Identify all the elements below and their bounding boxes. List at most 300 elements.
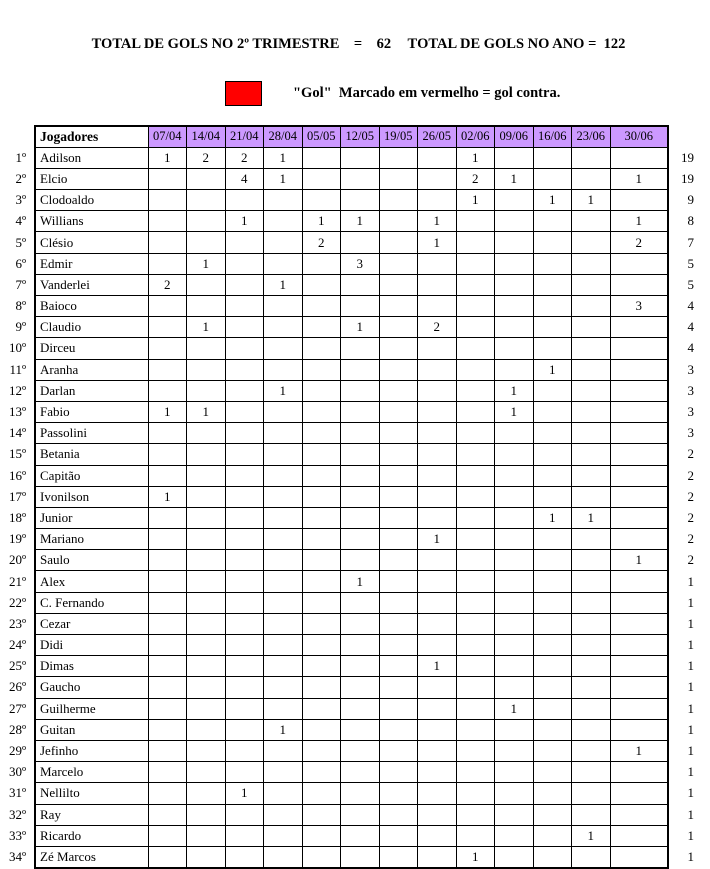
- goal-cell: [533, 253, 572, 274]
- goal-cell: [610, 635, 668, 656]
- goal-cell: [264, 783, 303, 804]
- goal-cell: [533, 147, 572, 168]
- goal-cell: [418, 550, 457, 571]
- goal-cell: [187, 211, 226, 232]
- goal-cell: [187, 507, 226, 528]
- total-goals: 4: [687, 319, 694, 335]
- total-goals: 5: [687, 276, 694, 292]
- goal-cell: [456, 825, 495, 846]
- goal-cell: [495, 762, 534, 783]
- goal-cell: [187, 656, 226, 677]
- goal-cell: [148, 613, 187, 634]
- table-row: [8, 465, 698, 486]
- goal-cell: [225, 719, 264, 740]
- goal-cell: [379, 656, 418, 677]
- goal-cell: [148, 762, 187, 783]
- goal-cell: 3: [341, 253, 380, 274]
- goal-cell: [610, 613, 668, 634]
- table-row: [8, 529, 698, 550]
- goal-cell: [379, 444, 418, 465]
- goal-cell: [610, 698, 668, 719]
- goal-cell: [418, 783, 457, 804]
- goal-cell: [187, 846, 226, 867]
- goal-cell: [264, 550, 303, 571]
- title-ano-clipped-letter: T: [407, 36, 418, 52]
- goal-cell: [379, 253, 418, 274]
- goal-cell: [495, 274, 534, 295]
- goal-cell: [379, 190, 418, 211]
- goal-cell: [418, 740, 457, 761]
- goal-cell: [264, 190, 303, 211]
- goal-cell: [187, 740, 226, 761]
- goal-cell: [341, 507, 380, 528]
- goal-cell: [533, 380, 572, 401]
- goal-cell: [495, 635, 534, 656]
- player-name: Passolini: [35, 423, 148, 444]
- table-row: [8, 656, 698, 677]
- player-name: Guitan: [35, 719, 148, 740]
- goal-cell: [533, 825, 572, 846]
- goal-cell: [187, 698, 226, 719]
- goal-cell: [225, 507, 264, 528]
- rank-label: 26º: [8, 679, 26, 695]
- rank-label: 28º: [8, 721, 26, 737]
- total-goals: 7: [687, 234, 694, 250]
- goal-cell: [341, 846, 380, 867]
- goal-cell: 1: [456, 190, 495, 211]
- rank-label: 8º: [15, 298, 26, 314]
- goal-cell: [187, 486, 226, 507]
- player-name: Alex: [35, 571, 148, 592]
- goal-cell: [187, 825, 226, 846]
- goal-cell: [264, 592, 303, 613]
- goal-cell: [379, 211, 418, 232]
- goal-cell: [495, 359, 534, 380]
- goal-cell: [225, 317, 264, 338]
- goal-cell: [533, 168, 572, 189]
- goal-cell: [187, 613, 226, 634]
- player-name: Edmir: [35, 253, 148, 274]
- column-header-16-06: 16/06: [533, 126, 572, 147]
- goal-cell: [225, 274, 264, 295]
- goal-cell: [533, 274, 572, 295]
- player-name: Clésio: [35, 232, 148, 253]
- goal-cell: [495, 740, 534, 761]
- goal-cell: [264, 804, 303, 825]
- goal-cell: [302, 635, 341, 656]
- goal-cell: [572, 338, 611, 359]
- goal-cell: [187, 274, 226, 295]
- goal-cell: [610, 719, 668, 740]
- player-name: Marcelo: [35, 762, 148, 783]
- goal-cell: 1: [418, 232, 457, 253]
- goal-cell: [610, 253, 668, 274]
- goal-cell: [572, 783, 611, 804]
- table-row: [8, 635, 698, 656]
- column-header-09-06: 09/06: [495, 126, 534, 147]
- goal-cell: [302, 401, 341, 422]
- total-goals: 1: [687, 594, 694, 610]
- goal-cell: [533, 698, 572, 719]
- total-goals: 3: [687, 425, 694, 441]
- goal-cell: [495, 232, 534, 253]
- player-name: Vanderlei: [35, 274, 148, 295]
- table-row: [8, 423, 698, 444]
- table-row: [8, 592, 698, 613]
- goal-cell: [379, 317, 418, 338]
- goal-cell: [264, 401, 303, 422]
- goal-cell: [610, 571, 668, 592]
- goal-cell: [264, 232, 303, 253]
- goal-cell: [456, 253, 495, 274]
- goal-cell: [418, 253, 457, 274]
- table-body: [8, 147, 698, 867]
- goal-cell: [187, 677, 226, 698]
- goal-cell: 1: [572, 507, 611, 528]
- goal-cell: 2: [302, 232, 341, 253]
- goal-cell: [572, 317, 611, 338]
- goal-cell: [302, 147, 341, 168]
- goal-cell: 1: [533, 507, 572, 528]
- rank-label: 10º: [8, 340, 26, 356]
- goal-cell: [225, 613, 264, 634]
- goal-cell: [187, 465, 226, 486]
- player-name: Ricardo: [35, 825, 148, 846]
- player-name: Gaucho: [35, 677, 148, 698]
- goal-cell: [610, 846, 668, 867]
- goal-cell: [572, 677, 611, 698]
- rank-label: 24º: [8, 637, 26, 653]
- goal-cell: [610, 804, 668, 825]
- goal-cell: [495, 592, 534, 613]
- goal-cell: [610, 507, 668, 528]
- player-name: Dirceu: [35, 338, 148, 359]
- total-goals: 3: [687, 361, 694, 377]
- rank-label: 22º: [8, 594, 26, 610]
- goal-cell: [225, 635, 264, 656]
- goal-cell: [187, 359, 226, 380]
- goal-cell: [148, 317, 187, 338]
- goal-cell: [302, 465, 341, 486]
- rank-label: 3º: [15, 192, 26, 208]
- goal-cell: [533, 677, 572, 698]
- goal-cell: [418, 401, 457, 422]
- goal-cell: [148, 529, 187, 550]
- goal-cell: [533, 529, 572, 550]
- goal-cell: [379, 783, 418, 804]
- total-goals: 2: [687, 467, 694, 483]
- goal-cell: [495, 571, 534, 592]
- goal-cell: [495, 825, 534, 846]
- goal-cell: [533, 783, 572, 804]
- player-name: Saulo: [35, 550, 148, 571]
- goal-cell: 1: [341, 211, 380, 232]
- player-name: Clodoaldo: [35, 190, 148, 211]
- column-header-07-04: 07/04: [148, 126, 187, 147]
- goal-cell: [495, 211, 534, 232]
- table-row: [8, 677, 698, 698]
- goal-cell: [610, 338, 668, 359]
- goal-cell: [225, 444, 264, 465]
- goal-cell: [572, 147, 611, 168]
- goal-cell: [418, 423, 457, 444]
- goal-cell: [572, 550, 611, 571]
- goal-cell: 4: [225, 168, 264, 189]
- goal-cell: 1: [187, 401, 226, 422]
- goal-cell: [148, 635, 187, 656]
- table-row: [8, 147, 698, 168]
- goal-cell: [533, 401, 572, 422]
- goal-cell: 1: [264, 168, 303, 189]
- player-name: Aranha: [35, 359, 148, 380]
- goal-cell: [341, 465, 380, 486]
- goal-cell: [572, 423, 611, 444]
- red-goal-swatch: [225, 81, 262, 106]
- goal-cell: [341, 529, 380, 550]
- goal-cell: [341, 740, 380, 761]
- goal-cell: [456, 613, 495, 634]
- rank-label: 4º: [15, 213, 26, 229]
- player-name: Claudio: [35, 317, 148, 338]
- goal-cell: 2: [148, 274, 187, 295]
- goal-cell: 1: [572, 190, 611, 211]
- rank-label: 9º: [15, 319, 26, 335]
- goal-cell: [418, 635, 457, 656]
- goal-cell: [264, 359, 303, 380]
- rank-label: 1º: [15, 149, 26, 165]
- goal-cell: [533, 550, 572, 571]
- total-goals: 1: [687, 615, 694, 631]
- table-row: [8, 359, 698, 380]
- goal-cell: [302, 507, 341, 528]
- goal-cell: 1: [225, 783, 264, 804]
- goal-cell: [379, 613, 418, 634]
- goal-cell: [187, 296, 226, 317]
- goal-cell: 1: [456, 147, 495, 168]
- goal-cell: [533, 296, 572, 317]
- goal-cell: [302, 274, 341, 295]
- goal-cell: [456, 762, 495, 783]
- goal-cell: [456, 359, 495, 380]
- goal-cell: [302, 423, 341, 444]
- table-row: [8, 190, 698, 211]
- goal-cell: 1: [264, 719, 303, 740]
- table-row: [8, 168, 698, 189]
- goal-cell: [418, 719, 457, 740]
- goal-cell: [456, 444, 495, 465]
- goal-cell: [341, 804, 380, 825]
- goal-cell: [264, 211, 303, 232]
- goal-cell: [341, 168, 380, 189]
- goal-cell: [379, 338, 418, 359]
- goal-cell: [418, 338, 457, 359]
- goal-cell: [610, 423, 668, 444]
- goal-cell: 1: [495, 698, 534, 719]
- goal-cell: [418, 613, 457, 634]
- total-goals: 19: [681, 170, 694, 186]
- goal-cell: [341, 635, 380, 656]
- total-goals: 2: [687, 446, 694, 462]
- table-row: [8, 274, 698, 295]
- title-ano: [407, 36, 626, 52]
- player-name: Betania: [35, 444, 148, 465]
- goal-cell: [148, 190, 187, 211]
- goal-cell: [379, 274, 418, 295]
- player-name: Adilson: [35, 147, 148, 168]
- total-goals: 1: [687, 721, 694, 737]
- goal-cell: [495, 804, 534, 825]
- player-name: Ray: [35, 804, 148, 825]
- goal-cell: [148, 825, 187, 846]
- goal-cell: [341, 423, 380, 444]
- goal-cell: [572, 846, 611, 867]
- goal-cell: [533, 804, 572, 825]
- total-goals: 5: [687, 255, 694, 271]
- goal-cell: 1: [148, 486, 187, 507]
- goal-cell: [264, 486, 303, 507]
- goal-cell: [495, 190, 534, 211]
- goal-cell: [495, 529, 534, 550]
- table-row: [8, 719, 698, 740]
- goal-cell: [610, 486, 668, 507]
- total-goals: 3: [687, 382, 694, 398]
- goal-cell: [264, 740, 303, 761]
- goal-cell: [225, 423, 264, 444]
- goal-cell: [456, 507, 495, 528]
- goal-cell: 1: [533, 190, 572, 211]
- goal-cell: [456, 804, 495, 825]
- rank-label: 30º: [8, 764, 26, 780]
- rank-label: 29º: [8, 743, 26, 759]
- rank-label: 11º: [9, 361, 26, 377]
- table-row: [8, 444, 698, 465]
- table-header-row: [8, 126, 698, 147]
- total-goals: 1: [687, 573, 694, 589]
- goal-cell: [187, 635, 226, 656]
- legend-label: "Gol" Marcado em vermelho = gol contra.: [293, 84, 561, 101]
- goal-cell: [225, 338, 264, 359]
- total-goals: 1: [687, 806, 694, 822]
- column-header-23-06: 23/06: [572, 126, 611, 147]
- goal-cell: [572, 359, 611, 380]
- goal-cell: [302, 762, 341, 783]
- goal-cell: [379, 507, 418, 528]
- goal-cell: [572, 486, 611, 507]
- table-row: [8, 253, 698, 274]
- table-row: [8, 783, 698, 804]
- goal-cell: [610, 147, 668, 168]
- goal-cell: [456, 592, 495, 613]
- goal-cell: [148, 550, 187, 571]
- rank-label: 34º: [8, 848, 26, 864]
- rank-label: 15º: [8, 446, 26, 462]
- goal-cell: [572, 762, 611, 783]
- goal-cell: [264, 465, 303, 486]
- goal-cell: [379, 486, 418, 507]
- goal-cell: 1: [610, 740, 668, 761]
- goal-cell: [302, 296, 341, 317]
- goal-cell: [341, 274, 380, 295]
- goal-cell: 1: [302, 211, 341, 232]
- goal-cell: [379, 571, 418, 592]
- goal-cell: [418, 677, 457, 698]
- table-row: [8, 846, 698, 867]
- goal-cell: [533, 719, 572, 740]
- goal-cell: [572, 274, 611, 295]
- goal-cell: [418, 507, 457, 528]
- goal-cell: [418, 486, 457, 507]
- goal-cell: [533, 656, 572, 677]
- goal-cell: [264, 635, 303, 656]
- goal-cell: [379, 423, 418, 444]
- goal-cell: [533, 465, 572, 486]
- goal-cell: [264, 507, 303, 528]
- goal-cell: [187, 529, 226, 550]
- goal-cell: [418, 274, 457, 295]
- goal-cell: [225, 465, 264, 486]
- column-header-21-04: 21/04: [225, 126, 264, 147]
- goal-cell: [418, 592, 457, 613]
- table-row: [8, 762, 698, 783]
- table-row: [8, 825, 698, 846]
- goal-cell: [225, 296, 264, 317]
- goal-cell: [341, 825, 380, 846]
- goal-cell: [341, 592, 380, 613]
- goal-cell: [302, 698, 341, 719]
- goal-cell: [379, 529, 418, 550]
- rank-label: 12º: [8, 382, 26, 398]
- goal-cell: [264, 296, 303, 317]
- goal-cell: 1: [418, 211, 457, 232]
- rank-label: 20º: [8, 552, 26, 568]
- goal-cell: [225, 190, 264, 211]
- goal-cell: [379, 635, 418, 656]
- players-column-header: Jogadores: [35, 126, 148, 147]
- goal-cell: [148, 719, 187, 740]
- goal-cell: [341, 147, 380, 168]
- total-goals: 1: [687, 700, 694, 716]
- goal-cell: [225, 656, 264, 677]
- goal-cell: [225, 762, 264, 783]
- rank-label: 16º: [8, 467, 26, 483]
- goal-cell: [533, 613, 572, 634]
- column-header-02-06: 02/06: [456, 126, 495, 147]
- goal-cell: 1: [187, 253, 226, 274]
- goal-cell: 1: [456, 846, 495, 867]
- goal-cell: 1: [418, 656, 457, 677]
- goal-cell: [533, 846, 572, 867]
- goal-cell: [418, 168, 457, 189]
- goal-cell: [610, 359, 668, 380]
- goal-cell: [610, 656, 668, 677]
- goal-cell: [148, 804, 187, 825]
- goal-cell: [302, 486, 341, 507]
- goal-cell: [148, 232, 187, 253]
- goal-cell: [264, 529, 303, 550]
- total-goals: 1: [687, 679, 694, 695]
- goal-cell: [572, 211, 611, 232]
- player-name: Dimas: [35, 656, 148, 677]
- goal-cell: 1: [148, 401, 187, 422]
- goal-cell: [379, 698, 418, 719]
- goal-cell: [572, 168, 611, 189]
- goal-cell: [148, 168, 187, 189]
- goal-cell: 2: [187, 147, 226, 168]
- goal-cell: [379, 719, 418, 740]
- table-row: [8, 698, 698, 719]
- goal-cell: 1: [187, 317, 226, 338]
- goal-cell: [264, 613, 303, 634]
